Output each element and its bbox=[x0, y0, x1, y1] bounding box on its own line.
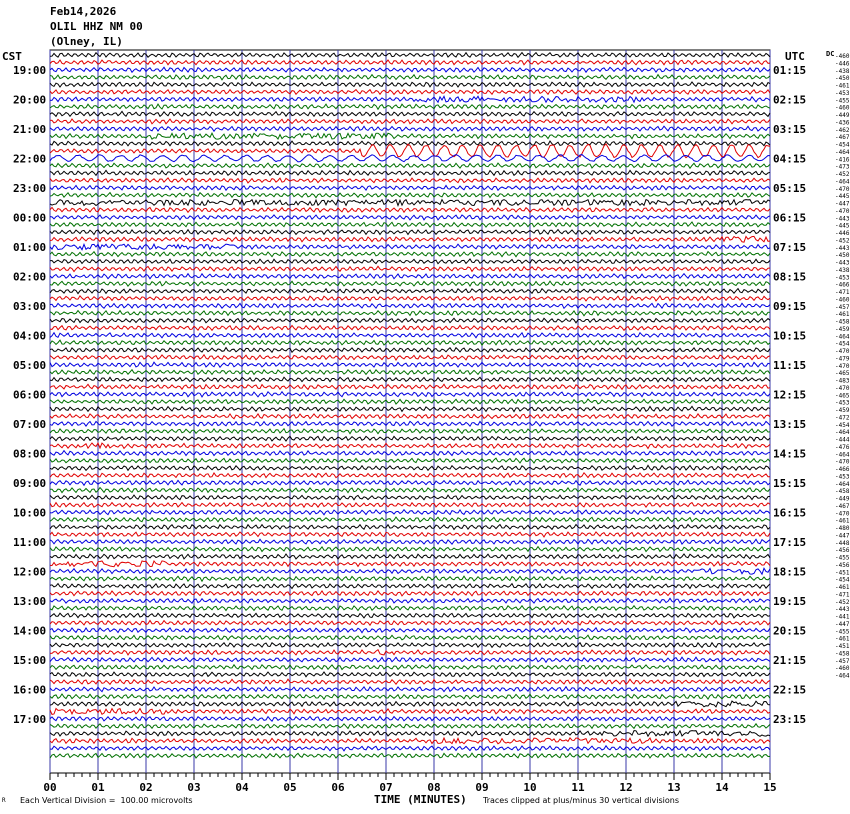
trace-offset-label: -438 bbox=[835, 266, 850, 274]
seismic-trace bbox=[50, 480, 770, 485]
x-tick-label: 04 bbox=[235, 781, 249, 794]
left-hour-label: 21:00 bbox=[13, 122, 47, 136]
seismic-trace bbox=[50, 289, 770, 294]
trace-offset-label: -443 bbox=[835, 259, 850, 267]
seismic-trace bbox=[50, 377, 770, 382]
seismic-trace bbox=[50, 643, 770, 648]
trace-offset-label: -458 bbox=[835, 650, 850, 658]
seismic-trace bbox=[50, 613, 770, 618]
right-hour-label: 03:15 bbox=[773, 122, 807, 136]
trace-offset-label: -456 bbox=[835, 561, 850, 569]
seismic-trace bbox=[50, 90, 770, 95]
trace-offset-label: -445 bbox=[835, 193, 850, 201]
seismic-trace bbox=[50, 75, 770, 80]
seismic-trace bbox=[50, 333, 770, 338]
left-timezone-label: CST bbox=[2, 50, 22, 63]
right-hour-label: 10:15 bbox=[773, 329, 807, 343]
seismic-trace bbox=[50, 230, 770, 235]
left-hour-label: 19:00 bbox=[13, 63, 47, 77]
seismic-trace bbox=[50, 724, 770, 729]
seismic-trace bbox=[50, 451, 770, 456]
trace-offset-label: -443 bbox=[835, 244, 850, 252]
left-hour-label: 07:00 bbox=[13, 417, 47, 431]
right-hour-label: 15:15 bbox=[773, 476, 807, 490]
trace-offset-label: -444 bbox=[835, 436, 850, 444]
x-tick-label: 06 bbox=[331, 781, 345, 794]
seismic-trace bbox=[50, 311, 770, 316]
seismic-trace bbox=[50, 584, 770, 589]
seismic-trace bbox=[50, 266, 770, 271]
trace-offset-label: -451 bbox=[835, 569, 850, 577]
trace-offset-label: -454 bbox=[835, 576, 850, 584]
x-tick-label: 00 bbox=[43, 781, 57, 794]
seismic-trace bbox=[50, 244, 770, 250]
trace-offset-label: -452 bbox=[835, 171, 850, 178]
seismic-trace bbox=[50, 458, 770, 463]
left-hour-label: 11:00 bbox=[13, 535, 47, 549]
trace-offset-label: -464 bbox=[835, 429, 850, 437]
left-hour-label: 03:00 bbox=[13, 299, 47, 313]
trace-offset-label: -436 bbox=[835, 119, 850, 127]
trace-offset-label: -483 bbox=[835, 377, 850, 385]
right-hour-label: 07:15 bbox=[773, 240, 807, 254]
seismic-trace bbox=[50, 259, 770, 264]
x-tick-label: 05 bbox=[283, 781, 297, 794]
seismic-trace bbox=[50, 443, 770, 449]
trace-offset-label: -457 bbox=[835, 657, 850, 665]
trace-offset-label: -449 bbox=[835, 495, 850, 503]
seismic-trace bbox=[50, 186, 770, 191]
seismic-trace bbox=[50, 163, 770, 168]
seismic-trace bbox=[50, 621, 770, 626]
x-tick-label: 09 bbox=[475, 781, 489, 794]
seismic-trace bbox=[50, 746, 770, 751]
trace-offset-label: -467 bbox=[835, 502, 850, 510]
seismic-trace bbox=[50, 488, 770, 493]
seismic-trace bbox=[50, 126, 770, 131]
seismic-trace bbox=[50, 53, 770, 58]
trace-offset-label: -467 bbox=[835, 134, 850, 142]
seismic-trace bbox=[50, 591, 770, 596]
trace-offset-label: -451 bbox=[835, 643, 850, 650]
x-tick-label: 01 bbox=[91, 781, 105, 794]
trace-offset-label: -464 bbox=[835, 333, 850, 341]
seismic-trace bbox=[50, 119, 770, 124]
trace-offset-label: -453 bbox=[835, 274, 850, 282]
right-hour-label: 11:15 bbox=[773, 358, 807, 372]
seismic-trace bbox=[50, 200, 770, 206]
seismic-trace bbox=[50, 236, 770, 242]
seismic-trace bbox=[50, 517, 770, 522]
right-hour-label: 05:15 bbox=[773, 181, 807, 195]
seismic-trace bbox=[50, 473, 770, 478]
seismic-trace bbox=[50, 96, 770, 102]
seismic-trace bbox=[50, 155, 770, 162]
trace-offset-label: -465 bbox=[835, 370, 850, 378]
seismic-trace bbox=[50, 370, 770, 375]
trace-offset-label: -447 bbox=[835, 532, 850, 540]
station-location: (Olney, IL) bbox=[50, 35, 123, 48]
left-hour-label: 01:00 bbox=[13, 240, 47, 254]
seismic-trace bbox=[50, 576, 770, 581]
trace-offset-label: -460 bbox=[835, 296, 850, 304]
trace-offset-label: -458 bbox=[835, 318, 850, 326]
seismic-trace bbox=[50, 82, 770, 87]
trace-offset-label: -470 bbox=[835, 207, 850, 215]
right-hour-label: 09:15 bbox=[773, 299, 807, 313]
trace-offset-label: -476 bbox=[835, 443, 850, 451]
right-hour-label: 12:15 bbox=[773, 388, 807, 402]
seismic-trace bbox=[50, 362, 770, 367]
logo: R bbox=[2, 797, 6, 804]
x-axis-title: TIME (MINUTES) bbox=[374, 793, 467, 806]
seismic-trace bbox=[50, 414, 770, 419]
right-hour-label: 08:15 bbox=[773, 270, 807, 284]
trace-offset-label: -459 bbox=[835, 325, 850, 333]
trace-offset-label: -441 bbox=[835, 613, 850, 621]
x-tick-label: 02 bbox=[139, 781, 153, 794]
right-hour-label: 20:15 bbox=[773, 624, 807, 638]
seismic-trace bbox=[50, 709, 770, 715]
right-hour-label: 21:15 bbox=[773, 653, 807, 667]
left-hour-label: 17:00 bbox=[13, 712, 47, 726]
plot-frame bbox=[50, 50, 770, 773]
seismic-trace bbox=[50, 547, 770, 552]
seismic-trace bbox=[50, 731, 770, 737]
trace-offset-label: -452 bbox=[835, 237, 850, 245]
x-tick-label: 03 bbox=[187, 781, 201, 794]
seismic-trace bbox=[50, 111, 770, 116]
trace-offset-label: -447 bbox=[835, 620, 850, 628]
x-tick-label: 15 bbox=[763, 781, 777, 794]
left-hour-label: 08:00 bbox=[13, 447, 47, 461]
seismic-trace bbox=[50, 672, 770, 677]
vertical-scale-note: Each Vertical Division = 100.00 microvolts bbox=[20, 796, 193, 805]
right-hour-label: 19:15 bbox=[773, 594, 807, 608]
x-tick-label: 07 bbox=[379, 781, 393, 794]
chart-date-title: Feb14,2026 bbox=[50, 5, 117, 18]
right-timezone-label: UTC bbox=[785, 50, 805, 63]
trace-offset-label: -464 bbox=[835, 148, 850, 156]
trace-offset-label: -443 bbox=[835, 606, 850, 614]
trace-offset-label: -470 bbox=[835, 384, 850, 392]
seismic-trace bbox=[50, 170, 770, 175]
seismic-trace bbox=[50, 296, 770, 301]
trace-offset-label: -466 bbox=[835, 281, 850, 289]
left-hour-label: 12:00 bbox=[13, 565, 47, 579]
x-tick-label: 08 bbox=[427, 781, 441, 794]
seismic-trace bbox=[50, 325, 770, 330]
seismic-trace bbox=[50, 355, 770, 360]
seismic-trace bbox=[50, 701, 770, 707]
seismic-trace bbox=[50, 104, 770, 109]
seismic-trace bbox=[50, 635, 770, 640]
right-hour-label: 13:15 bbox=[773, 417, 807, 431]
right-hour-label: 06:15 bbox=[773, 211, 807, 225]
x-tick-label: 11 bbox=[571, 781, 585, 794]
trace-offset-label: -454 bbox=[835, 141, 850, 149]
left-hour-label: 00:00 bbox=[13, 211, 47, 225]
seismic-trace bbox=[50, 606, 770, 611]
seismic-trace bbox=[50, 429, 770, 434]
station-code: OLIL HHZ NM 00 bbox=[50, 20, 143, 33]
seismic-trace bbox=[50, 495, 770, 500]
trace-offset-label: -464 bbox=[835, 480, 850, 488]
seismic-trace bbox=[50, 650, 770, 655]
trace-offset-label: -445 bbox=[835, 222, 850, 230]
trace-offset-label: -443 bbox=[835, 215, 850, 223]
trace-offset-label: -456 bbox=[835, 547, 850, 555]
trace-offset-label: -461 bbox=[835, 584, 850, 591]
trace-offset-label: -470 bbox=[835, 362, 850, 370]
trace-offset-label: -454 bbox=[835, 340, 850, 348]
seismic-trace bbox=[50, 510, 770, 515]
trace-offset-label: -472 bbox=[835, 414, 850, 422]
seismic-trace bbox=[50, 421, 770, 426]
seismic-trace bbox=[50, 554, 770, 559]
trace-offset-label: -453 bbox=[835, 473, 850, 481]
seismic-trace bbox=[50, 679, 770, 684]
left-hour-label: 20:00 bbox=[13, 93, 47, 107]
trace-offset-label: -461 bbox=[835, 635, 850, 643]
trace-offset-label: -480 bbox=[835, 525, 850, 532]
seismic-trace bbox=[50, 348, 770, 353]
left-hour-label: 14:00 bbox=[13, 624, 47, 638]
seismic-trace bbox=[50, 598, 770, 603]
seismic-trace bbox=[50, 716, 770, 721]
seismic-trace bbox=[50, 215, 770, 220]
left-hour-label: 06:00 bbox=[13, 388, 47, 402]
left-hour-label: 16:00 bbox=[13, 683, 47, 697]
trace-offset-label: -458 bbox=[835, 488, 850, 496]
trace-offset-label: -464 bbox=[835, 451, 850, 459]
seismic-trace bbox=[50, 399, 770, 404]
seismic-trace bbox=[50, 193, 770, 198]
trace-offset-label: -453 bbox=[835, 399, 850, 407]
trace-offset-label: -470 bbox=[835, 510, 850, 518]
trace-offset-label: -460 bbox=[835, 104, 850, 112]
trace-offset-label: -452 bbox=[835, 598, 850, 606]
trace-offset-label: -464 bbox=[835, 178, 850, 186]
trace-offset-label: -465 bbox=[835, 392, 850, 400]
left-hour-label: 09:00 bbox=[13, 476, 47, 490]
right-hour-label: 22:15 bbox=[773, 683, 807, 697]
right-hour-label: 14:15 bbox=[773, 447, 807, 461]
trace-offset-label: -460 bbox=[835, 665, 850, 673]
seismic-trace bbox=[50, 539, 770, 544]
right-hour-label: 23:15 bbox=[773, 712, 807, 726]
seismic-trace bbox=[50, 274, 770, 279]
x-tick-label: 10 bbox=[523, 781, 537, 794]
right-hour-label: 18:15 bbox=[773, 565, 807, 579]
left-hour-label: 02:00 bbox=[13, 270, 47, 284]
seismic-trace bbox=[50, 665, 770, 670]
seismic-trace bbox=[50, 384, 770, 389]
right-hour-label: 04:15 bbox=[773, 152, 807, 166]
trace-offset-label: -438 bbox=[835, 67, 850, 75]
seismic-trace bbox=[50, 133, 770, 139]
trace-offset-label: -461 bbox=[835, 311, 850, 319]
seismic-trace bbox=[50, 252, 770, 257]
seismic-trace bbox=[50, 60, 770, 65]
seismic-trace bbox=[50, 318, 770, 323]
trace-offset-label: -455 bbox=[835, 554, 850, 562]
x-tick-label: 14 bbox=[715, 781, 729, 794]
trace-offset-label: -473 bbox=[835, 163, 850, 171]
seismic-trace bbox=[50, 178, 770, 183]
trace-offset-label: -461 bbox=[835, 517, 850, 525]
trace-offset-label: -457 bbox=[835, 303, 850, 311]
trace-offset-label: -461 bbox=[835, 82, 850, 90]
right-hour-label: 17:15 bbox=[773, 535, 807, 549]
seismic-trace bbox=[50, 281, 770, 286]
left-hour-label: 04:00 bbox=[13, 329, 47, 343]
seismic-trace bbox=[50, 340, 770, 345]
seismic-trace bbox=[50, 503, 770, 508]
trace-offset-label: -462 bbox=[835, 126, 850, 134]
seismic-trace bbox=[50, 687, 770, 692]
left-hour-label: 13:00 bbox=[13, 594, 47, 608]
trace-offset-label: -460 bbox=[835, 53, 850, 60]
left-hour-label: 23:00 bbox=[13, 181, 47, 195]
seismic-trace bbox=[50, 67, 770, 72]
right-hour-label: 16:15 bbox=[773, 506, 807, 520]
left-hour-label: 05:00 bbox=[13, 358, 47, 372]
trace-offset-label: -416 bbox=[835, 156, 850, 164]
seismic-trace bbox=[50, 303, 770, 308]
trace-offset-label: -450 bbox=[835, 75, 850, 83]
seismic-trace bbox=[50, 436, 770, 441]
trace-offset-label: -448 bbox=[835, 539, 850, 547]
trace-offset-label: -470 bbox=[835, 185, 850, 193]
trace-offset-label: -466 bbox=[835, 466, 850, 473]
seismic-trace bbox=[50, 207, 770, 212]
right-hour-label: 01:15 bbox=[773, 63, 807, 77]
trace-offset-label: -446 bbox=[835, 230, 850, 237]
trace-offset-label: -471 bbox=[835, 591, 850, 599]
seismic-trace bbox=[50, 525, 770, 530]
seismic-trace bbox=[50, 628, 770, 633]
clip-note: Traces clipped at plus/minus 30 vertical divisions bbox=[483, 796, 680, 805]
trace-offset-label: -459 bbox=[835, 407, 850, 414]
right-hour-label: 02:15 bbox=[773, 93, 807, 107]
trace-offset-label: -470 bbox=[835, 348, 850, 355]
seismic-trace bbox=[50, 694, 770, 699]
seismic-trace bbox=[50, 144, 770, 158]
trace-offset-label: -454 bbox=[835, 421, 850, 429]
trace-offset-label: -455 bbox=[835, 97, 850, 105]
seismic-trace bbox=[50, 465, 770, 470]
trace-offset-label: -449 bbox=[835, 112, 850, 119]
left-hour-label: 10:00 bbox=[13, 506, 47, 520]
seismic-trace bbox=[50, 657, 770, 662]
trace-offset-label: -455 bbox=[835, 628, 850, 636]
seismic-trace bbox=[50, 406, 770, 411]
seismic-trace bbox=[50, 568, 770, 574]
left-hour-label: 15:00 bbox=[13, 653, 47, 667]
seismic-trace bbox=[50, 561, 770, 567]
x-tick-label: 12 bbox=[619, 781, 633, 794]
x-tick-label: 13 bbox=[667, 781, 681, 794]
seismic-trace bbox=[50, 532, 770, 537]
trace-offset-label: -450 bbox=[835, 252, 850, 260]
trace-offset-label: -471 bbox=[835, 289, 850, 296]
trace-offset-label: -464 bbox=[835, 672, 850, 680]
dc-label: DC bbox=[826, 50, 835, 58]
trace-offset-label: -446 bbox=[835, 60, 850, 68]
seismic-trace bbox=[50, 753, 770, 758]
seismic-trace bbox=[50, 392, 770, 397]
trace-offset-label: -453 bbox=[835, 89, 850, 97]
trace-offset-label: -479 bbox=[835, 355, 850, 363]
left-hour-label: 22:00 bbox=[13, 152, 47, 166]
seismic-trace bbox=[50, 222, 770, 227]
trace-offset-label: -470 bbox=[835, 458, 850, 466]
seismic-trace bbox=[50, 738, 770, 744]
trace-offset-label: -447 bbox=[835, 200, 850, 208]
